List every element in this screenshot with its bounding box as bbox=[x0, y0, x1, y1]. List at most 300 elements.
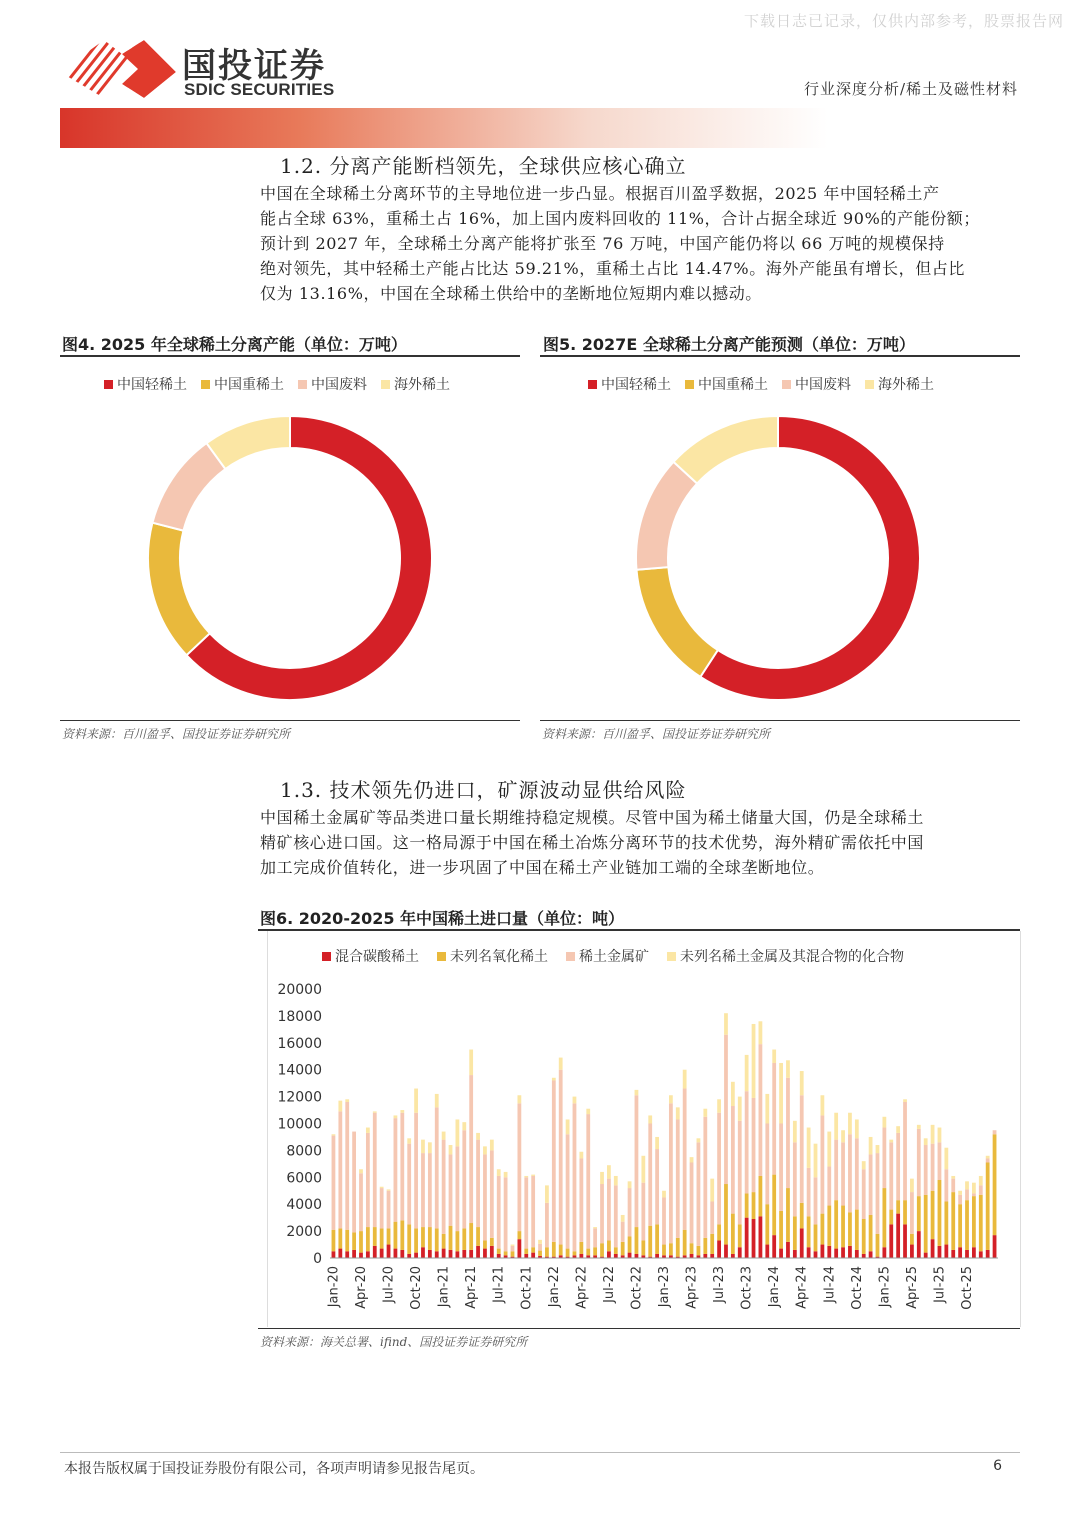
figure-rule bbox=[540, 720, 1020, 721]
y-tick-label: 20000 bbox=[277, 982, 322, 998]
bar-segment bbox=[552, 1078, 556, 1081]
bar-segment bbox=[538, 1240, 542, 1244]
bar-segment bbox=[820, 1095, 824, 1115]
bar-segment bbox=[573, 1103, 577, 1251]
bar-segment bbox=[717, 1113, 721, 1225]
x-tick-label: Jul-24 bbox=[822, 1266, 838, 1303]
bar-segment bbox=[931, 1144, 935, 1191]
bar-segment bbox=[387, 1228, 391, 1244]
bar-segment bbox=[993, 1130, 997, 1134]
x-tick-label: Jan-22 bbox=[546, 1266, 562, 1308]
donut-slice bbox=[152, 443, 225, 531]
bar-segment bbox=[979, 1185, 983, 1194]
bar-segment bbox=[958, 1247, 962, 1258]
bar-segment bbox=[655, 1137, 659, 1149]
bar-segment bbox=[607, 1179, 611, 1241]
bar-segment bbox=[586, 1114, 590, 1249]
bar-segment bbox=[387, 1245, 391, 1258]
bar-segment bbox=[717, 1224, 721, 1240]
bar-segment bbox=[765, 1204, 769, 1244]
bar-segment bbox=[600, 1172, 604, 1184]
bar-segment bbox=[483, 1241, 487, 1249]
bar-segment bbox=[332, 1134, 336, 1135]
paragraph-line: 能占全球 63%，重稀土占 16%，加上国内废料回收的 11%，合计占据全球近 90%的产能份额； bbox=[260, 209, 980, 228]
bar-segment bbox=[387, 1191, 391, 1229]
bar-segment bbox=[958, 1195, 962, 1204]
bar-segment bbox=[834, 1140, 838, 1201]
bar-segment bbox=[566, 1249, 570, 1257]
bar-segment bbox=[841, 1206, 845, 1248]
bar-segment bbox=[972, 1247, 976, 1258]
figure-title: 图4. 2025 年全球稀土分离产能（单位：万吨） bbox=[62, 335, 407, 354]
x-tick-label: Oct-25 bbox=[960, 1266, 976, 1310]
bar-segment bbox=[759, 1044, 763, 1176]
x-tick-label: Apr-22 bbox=[574, 1266, 590, 1309]
bar-segment bbox=[820, 1245, 824, 1258]
bar-segment bbox=[662, 1191, 666, 1198]
bar-segment bbox=[938, 1128, 942, 1143]
bar-segment bbox=[614, 1247, 618, 1254]
bar-segment bbox=[820, 1115, 824, 1213]
legend-swatch bbox=[588, 380, 597, 389]
bar-segment bbox=[517, 1103, 521, 1231]
bar-segment bbox=[586, 1249, 590, 1256]
bar-segment bbox=[414, 1228, 418, 1252]
bar-segment bbox=[731, 1214, 735, 1254]
bar-segment bbox=[490, 1150, 494, 1237]
paragraph-line: 中国稀土金属矿等品类进口量长期维持稳定规模。尽管中国为稀土储量大国，仍是全球稀土 bbox=[260, 808, 925, 827]
donut-slice bbox=[207, 416, 290, 469]
bar-segment bbox=[903, 1099, 907, 1102]
legend-label: 中国废料 bbox=[311, 377, 367, 393]
bar-segment bbox=[662, 1197, 666, 1244]
bar-segment bbox=[394, 1118, 398, 1222]
bar-segment bbox=[435, 1107, 439, 1228]
bar-segment bbox=[456, 1251, 460, 1258]
bar-segment bbox=[352, 1132, 356, 1233]
bar-segment bbox=[752, 1098, 756, 1192]
bar-segment bbox=[896, 1214, 900, 1258]
bar-segment bbox=[566, 1134, 570, 1248]
figure-rule bbox=[540, 355, 1020, 357]
bar-segment bbox=[786, 1078, 790, 1188]
bar-segment bbox=[676, 1107, 680, 1119]
bar-segment bbox=[710, 1254, 714, 1258]
bar-segment bbox=[931, 1191, 935, 1239]
bar-segment bbox=[903, 1224, 907, 1258]
legend-label: 未列名稀土金属及其混合物的化合物 bbox=[680, 949, 904, 965]
bar-segment bbox=[483, 1146, 487, 1154]
stacked-bar-chart bbox=[268, 975, 1018, 1325]
bar-segment bbox=[841, 1130, 845, 1142]
y-tick-label: 8000 bbox=[286, 1143, 322, 1160]
legend-swatch bbox=[782, 380, 791, 389]
x-tick-label: Apr-25 bbox=[904, 1266, 920, 1309]
bar-segment bbox=[442, 1132, 446, 1140]
bar-segment bbox=[772, 1063, 776, 1175]
bar-segment bbox=[752, 1192, 756, 1219]
bar-segment bbox=[807, 1168, 811, 1216]
bar-segment bbox=[690, 1243, 694, 1254]
figure-source: 资料来源：海关总署、ifind、国投证券证券研究所 bbox=[260, 1335, 528, 1349]
bar-segment bbox=[504, 1251, 508, 1255]
logo-en-text: SDIC SECURITIES bbox=[184, 80, 335, 99]
bar-segment bbox=[793, 1216, 797, 1250]
bar-segment bbox=[965, 1181, 969, 1189]
bar-segment bbox=[593, 1227, 597, 1228]
bar-segment bbox=[428, 1227, 432, 1250]
bar-segment bbox=[772, 1235, 776, 1258]
bar-segment bbox=[917, 1125, 921, 1129]
bar-segment bbox=[400, 1113, 404, 1221]
bar-segment bbox=[683, 1230, 687, 1256]
bar-segment bbox=[834, 1249, 838, 1258]
bar-segment bbox=[552, 1242, 556, 1257]
paragraph-line: 仅为 13.16%，中国在全球稀土供给中的垄断地位短期内难以撼动。 bbox=[260, 284, 762, 303]
bar-segment bbox=[786, 1242, 790, 1258]
bar-segment bbox=[538, 1251, 542, 1256]
bar-segment bbox=[407, 1254, 411, 1258]
bar-segment bbox=[628, 1188, 632, 1236]
bar-segment bbox=[876, 1145, 880, 1153]
bar-segment bbox=[380, 1249, 384, 1258]
bar-segment bbox=[986, 1158, 990, 1162]
donut-slice bbox=[636, 462, 697, 570]
bar-segment bbox=[759, 1176, 763, 1216]
legend-label: 中国轻稀土 bbox=[117, 377, 187, 393]
bar-segment bbox=[965, 1250, 969, 1258]
bar-segment bbox=[944, 1245, 948, 1258]
bar-segment bbox=[958, 1191, 962, 1195]
bar-segment bbox=[421, 1227, 425, 1247]
bar-segment bbox=[414, 1113, 418, 1229]
bar-segment bbox=[986, 1250, 990, 1258]
bar-segment bbox=[332, 1136, 336, 1230]
figure-rule bbox=[60, 355, 520, 357]
bar-segment bbox=[524, 1177, 528, 1248]
legend-label: 未列名氧化稀土 bbox=[450, 949, 548, 965]
bar-segment bbox=[944, 1202, 948, 1245]
bar-segment bbox=[655, 1224, 659, 1254]
bar-segment bbox=[366, 1251, 370, 1258]
bar-segment bbox=[924, 1145, 928, 1195]
paragraph-line: 中国在全球稀土分离环节的主导地位进一步凸显。根据百川盈孚数据，2025 年中国轻稀土产 bbox=[260, 184, 940, 203]
bar-segment bbox=[366, 1227, 370, 1251]
bar-segment bbox=[924, 1195, 928, 1253]
bar-segment bbox=[731, 1106, 735, 1214]
section-title: 1.2. 分离产能断档领先，全球供应核心确立 bbox=[280, 154, 687, 178]
donut-slice bbox=[148, 523, 210, 656]
bar-segment bbox=[779, 1063, 783, 1124]
bar-segment bbox=[545, 1185, 549, 1202]
bar-segment bbox=[517, 1095, 521, 1103]
bar-segment bbox=[579, 1254, 583, 1258]
bar-segment bbox=[593, 1228, 597, 1247]
bar-segment bbox=[373, 1227, 377, 1246]
bar-segment bbox=[449, 1154, 453, 1225]
x-tick-label: Oct-24 bbox=[849, 1266, 865, 1310]
bar-segment bbox=[765, 1094, 769, 1124]
bar-segment bbox=[924, 1253, 928, 1258]
bar-segment bbox=[628, 1253, 632, 1258]
logo-cn-text: 国投证券 bbox=[182, 46, 326, 86]
bar-segment bbox=[697, 1142, 701, 1246]
bar-segment bbox=[373, 1246, 377, 1258]
legend-item bbox=[865, 374, 934, 394]
bar-segment bbox=[745, 1055, 749, 1091]
legend-label: 稀土金属矿 bbox=[579, 949, 649, 965]
bar-segment bbox=[910, 1179, 914, 1192]
legend-swatch bbox=[437, 952, 446, 961]
legend-label: 中国废料 bbox=[795, 377, 851, 393]
x-tick-label: Jul-20 bbox=[381, 1266, 397, 1303]
legend-item bbox=[782, 374, 851, 394]
bar-segment bbox=[807, 1247, 811, 1258]
bar-segment bbox=[951, 1179, 955, 1192]
bar-segment bbox=[827, 1246, 831, 1258]
bar-segment bbox=[476, 1140, 480, 1227]
bar-segment bbox=[338, 1228, 342, 1248]
x-tick-label: Oct-22 bbox=[629, 1266, 645, 1310]
bar-segment bbox=[745, 1193, 749, 1217]
bar-segment bbox=[380, 1188, 384, 1228]
bar-segment bbox=[462, 1122, 466, 1130]
bar-segment bbox=[807, 1128, 811, 1168]
bar-segment bbox=[511, 1251, 515, 1256]
bar-segment bbox=[655, 1254, 659, 1258]
x-tick-label: Jul-25 bbox=[932, 1266, 948, 1303]
bar-segment bbox=[545, 1247, 549, 1256]
bar-segment bbox=[517, 1239, 521, 1258]
figure-title: 图6. 2020-2025 年中国稀土进口量（单位：吨） bbox=[260, 909, 625, 928]
bar-segment bbox=[924, 1138, 928, 1145]
bar-segment bbox=[882, 1128, 886, 1189]
bar-segment bbox=[662, 1245, 666, 1256]
bar-segment bbox=[628, 1181, 632, 1188]
bar-segment bbox=[456, 1146, 460, 1231]
bar-segment bbox=[848, 1212, 852, 1246]
bar-segment bbox=[703, 1117, 707, 1238]
x-tick-label: Oct-20 bbox=[409, 1266, 425, 1310]
legend-swatch bbox=[322, 952, 331, 961]
donut-slice bbox=[700, 416, 920, 700]
bar-segment bbox=[800, 1071, 804, 1095]
bar-segment bbox=[531, 1176, 535, 1247]
bar-segment bbox=[462, 1130, 466, 1228]
legend-swatch bbox=[104, 380, 113, 389]
bar-segment bbox=[573, 1251, 577, 1255]
bar-segment bbox=[414, 1089, 418, 1113]
bar-segment bbox=[359, 1173, 363, 1231]
bar-segment bbox=[456, 1119, 460, 1146]
bar-segment bbox=[483, 1249, 487, 1258]
bar-segment bbox=[938, 1142, 942, 1180]
bar-segment bbox=[648, 1115, 652, 1123]
legend-label: 中国轻稀土 bbox=[601, 377, 671, 393]
bar-segment bbox=[669, 1095, 673, 1103]
bar-segment bbox=[972, 1183, 976, 1194]
donut-slice bbox=[636, 567, 717, 677]
bar-segment bbox=[579, 1158, 583, 1241]
bar-segment bbox=[827, 1167, 831, 1206]
x-tick-label: Oct-23 bbox=[739, 1266, 755, 1310]
bar-segment bbox=[779, 1211, 783, 1249]
bar-segment bbox=[869, 1215, 873, 1251]
bar-segment bbox=[641, 1183, 645, 1241]
bar-segment bbox=[566, 1119, 570, 1134]
bar-segment bbox=[724, 1184, 728, 1245]
bar-segment bbox=[394, 1249, 398, 1258]
paragraph-line: 绝对领先，其中轻稀土产能占比达 59.21%，重稀土占比 14.47%。海外产能虽有增长，但占比 bbox=[260, 259, 965, 278]
bar-segment bbox=[731, 1082, 735, 1106]
donut-slice bbox=[674, 416, 778, 484]
bar-segment bbox=[793, 1142, 797, 1216]
bar-segment bbox=[793, 1250, 797, 1258]
bar-segment bbox=[614, 1185, 618, 1247]
figure-rule bbox=[60, 720, 520, 721]
x-tick-label: Apr-21 bbox=[464, 1266, 480, 1309]
bar-segment bbox=[579, 1152, 583, 1159]
bar-segment bbox=[635, 1227, 639, 1254]
chart-legend bbox=[104, 374, 450, 394]
x-tick-label: Jan-21 bbox=[436, 1266, 452, 1308]
bar-segment bbox=[442, 1234, 446, 1249]
bar-segment bbox=[359, 1253, 363, 1258]
logo-stripes-icon bbox=[58, 36, 178, 100]
bar-segment bbox=[531, 1253, 535, 1258]
bar-segment bbox=[538, 1244, 542, 1251]
paragraph-line: 预计到 2027 年，全球稀土分离产能将扩张至 76 万吨，中国产能仍将以 66 万吨的规模保持 bbox=[260, 234, 945, 253]
figure-source: 资料来源：百川盈孚、国投证券证券研究所 bbox=[62, 727, 291, 741]
bar-segment bbox=[848, 1113, 852, 1135]
bar-segment bbox=[366, 1133, 370, 1227]
bar-segment bbox=[338, 1111, 342, 1228]
bar-segment bbox=[511, 1246, 515, 1251]
bar-segment bbox=[476, 1246, 480, 1258]
bar-segment bbox=[517, 1231, 521, 1239]
x-tick-label: Apr-24 bbox=[794, 1266, 810, 1309]
bar-segment bbox=[469, 1050, 473, 1076]
legend-label: 海外稀土 bbox=[394, 377, 450, 393]
bar-segment bbox=[435, 1228, 439, 1251]
bar-segment bbox=[752, 1024, 756, 1098]
company-logo bbox=[58, 36, 358, 100]
x-tick-label: Jan-23 bbox=[657, 1266, 672, 1308]
bar-segment bbox=[786, 1060, 790, 1077]
bar-segment bbox=[435, 1094, 439, 1107]
bar-segment bbox=[710, 1179, 714, 1202]
bar-segment bbox=[359, 1169, 363, 1173]
bar-segment bbox=[511, 1245, 515, 1246]
bar-segment bbox=[449, 1226, 453, 1250]
bar-segment bbox=[869, 1137, 873, 1154]
x-tick-label: Jan-20 bbox=[326, 1266, 342, 1308]
bar-segment bbox=[827, 1132, 831, 1167]
legend-swatch bbox=[685, 380, 694, 389]
y-tick-label: 4000 bbox=[286, 1197, 322, 1214]
bar-segment bbox=[648, 1226, 652, 1257]
bar-segment bbox=[986, 1156, 990, 1159]
bar-segment bbox=[896, 1200, 900, 1213]
bar-segment bbox=[724, 1245, 728, 1258]
bar-segment bbox=[745, 1091, 749, 1193]
x-tick-label: Apr-23 bbox=[684, 1266, 700, 1309]
bar-segment bbox=[862, 1254, 866, 1258]
bar-segment bbox=[497, 1176, 501, 1249]
bar-segment bbox=[710, 1234, 714, 1254]
bar-segment bbox=[786, 1188, 790, 1242]
bar-segment bbox=[862, 1169, 866, 1219]
bar-segment bbox=[345, 1102, 349, 1230]
legend-label: 中国重稀土 bbox=[698, 377, 768, 393]
bar-segment bbox=[676, 1238, 680, 1257]
y-tick-label: 12000 bbox=[277, 1089, 322, 1106]
bar-segment bbox=[738, 1097, 742, 1121]
bar-segment bbox=[710, 1202, 714, 1234]
bar-segment bbox=[862, 1219, 866, 1254]
legend-item bbox=[685, 374, 768, 394]
bar-segment bbox=[635, 1254, 639, 1258]
figure-title: 图5. 2027E 全球稀土分离产能预测（单位：万吨） bbox=[543, 335, 915, 354]
bar-segment bbox=[979, 1251, 983, 1258]
bar-segment bbox=[717, 1241, 721, 1258]
bar-segment bbox=[779, 1124, 783, 1211]
watermark-text: 下载日志已记录，仅供内部参考，股票报告网 bbox=[743, 12, 1064, 30]
legend-swatch bbox=[865, 380, 874, 389]
bar-segment bbox=[607, 1165, 611, 1178]
legend-item bbox=[437, 946, 548, 966]
bar-segment bbox=[504, 1177, 508, 1251]
x-tick-label: Apr-20 bbox=[353, 1266, 369, 1309]
legend-label: 混合碳酸稀土 bbox=[335, 949, 419, 965]
bar-segment bbox=[449, 1250, 453, 1258]
bar-segment bbox=[779, 1249, 783, 1258]
report-category: 行业深度分析/稀土及磁性材料 bbox=[803, 80, 1018, 98]
bar-segment bbox=[896, 1133, 900, 1200]
bar-segment bbox=[476, 1133, 480, 1140]
bar-segment bbox=[635, 1095, 639, 1227]
bar-segment bbox=[958, 1204, 962, 1247]
bar-segment bbox=[869, 1251, 873, 1258]
bar-segment bbox=[442, 1140, 446, 1234]
bar-segment bbox=[380, 1187, 384, 1188]
bar-segment bbox=[462, 1228, 466, 1250]
y-tick-label: 10000 bbox=[277, 1116, 322, 1133]
bar-segment bbox=[421, 1247, 425, 1258]
bar-segment bbox=[345, 1099, 349, 1102]
bar-segment bbox=[352, 1250, 356, 1258]
legend-swatch bbox=[201, 380, 210, 389]
figure-source: 资料来源：百川盈孚、国投证券证券研究所 bbox=[542, 727, 771, 741]
bar-segment bbox=[917, 1231, 921, 1258]
bar-segment bbox=[690, 1157, 694, 1162]
bar-segment bbox=[951, 1250, 955, 1258]
bar-segment bbox=[490, 1238, 494, 1246]
bar-segment bbox=[841, 1142, 845, 1205]
bar-segment bbox=[621, 1215, 625, 1222]
legend-label: 中国重稀土 bbox=[214, 377, 284, 393]
bar-segment bbox=[373, 1111, 377, 1112]
footer-rule bbox=[60, 1452, 1020, 1453]
bar-segment bbox=[917, 1196, 921, 1231]
legend-item bbox=[588, 374, 671, 394]
bar-segment bbox=[903, 1200, 907, 1224]
bar-segment bbox=[593, 1247, 597, 1255]
bar-segment bbox=[703, 1109, 707, 1117]
bar-segment bbox=[476, 1227, 480, 1246]
x-tick-label: Jul-23 bbox=[712, 1266, 728, 1303]
legend-item bbox=[566, 946, 649, 966]
